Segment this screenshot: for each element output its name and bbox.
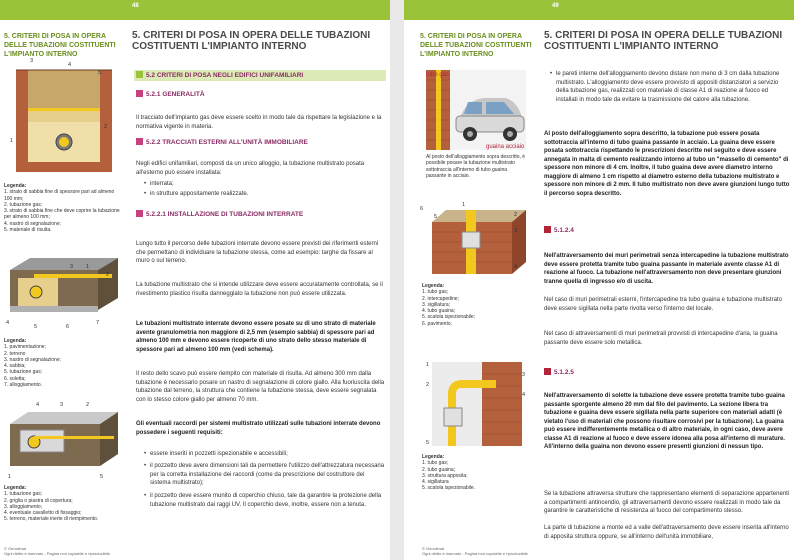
- fig4-label: 1: [462, 202, 466, 208]
- left-page: [0, 0, 390, 560]
- legend-2-item: 1. pavimentazione;: [4, 344, 46, 351]
- housing-figure: [4, 406, 124, 482]
- legend-4-item: 6. pavimento.: [422, 320, 453, 327]
- tag-steel-sleeve: guaina acciaio: [486, 144, 525, 150]
- fig4-label: 5: [434, 214, 438, 220]
- paragraph: La parte di tubazione a monte ed a valle dell'attraversamento deve essere inserita all'interno di apposita struttura oppure, se all'interno dell'unità immobiliare,: [544, 525, 789, 540]
- footer-rights: Ogni diritto è riservato - Pagina non copiabile e riproducibile: [422, 551, 528, 556]
- legend-3-item: 1. tubazione gas;: [4, 491, 43, 498]
- fig1-label-5: 5: [98, 70, 102, 76]
- legend-5-item: 3. struttura apposita;: [422, 472, 468, 479]
- garage-wall-figure: [426, 66, 526, 154]
- section-5-2-1-heading: 5.2.1 GENERALITÀ: [136, 90, 205, 99]
- fig3-label: 5: [100, 474, 104, 480]
- fig2-label: 5: [34, 324, 38, 330]
- legend-5-item: 2. tubo guaina;: [422, 466, 456, 473]
- bullet-item: • in strutture appositamente realizzate.: [150, 190, 380, 199]
- legend-4: [422, 283, 532, 327]
- paragraph: Nell'attraversamento di solette la tubazione deve essere protetta tramite tubo guaina passante sporgente almeno 20 mm dal filo del pavimento. La sezione libera tra tubazione e guaina deve essere sigillata nella parte superiore con materiali adatti (è vietato l'uso di materiali che possono risultare corrosivi per la tubazione). La guaina può essere indifferentemente metallica o di altro materiale, in ogni caso, deve avere classe A1 di reazione al fuoco e deve essere idonea alla posa all'interno di murature. All'interno della guaina non devono essere presenti giunzioni di nessun tipo.: [544, 393, 785, 450]
- legend-3-item: 2. griglia o piastra di copertura;: [4, 497, 73, 504]
- footer-rights: Ogni diritto è riservato - Pagina non copiabile e riproducibile: [4, 551, 110, 556]
- fig5-label: 4: [522, 392, 526, 398]
- trench-section-figure: [4, 62, 122, 182]
- section-marker-icon: [136, 71, 143, 78]
- paved-section-figure: [4, 250, 124, 325]
- fig4-label: 4: [514, 264, 518, 270]
- fig5-label: 1: [426, 362, 430, 368]
- bullet-item: • il pozzetto deve essere munito di coperchio chiuso, tale da garantire la protezione della tubazione multistrato dai raggi UV. Il coperchio deve, inoltre, essere non a tenuta.: [150, 492, 386, 509]
- page-number: 48: [132, 3, 139, 9]
- fig2-label: 6: [66, 324, 70, 330]
- footer: [4, 546, 110, 556]
- legend-2-item: 4. sabbia;: [4, 363, 26, 370]
- fig3-label: 3: [60, 402, 64, 408]
- fig2-label: 2: [106, 272, 110, 278]
- legend-5-item: 4. sigillatura: [422, 479, 449, 486]
- paragraph: Se la tubazione attraversa strutture che rappresentano elementi di separazione appartenenti a compartimenti antincendio, gli attraversamenti devono essere realizzati in modo tale da garantire le caratteristiche di resistenza al fuoco del compartimento stesso.: [544, 491, 790, 514]
- fig3-label: 1: [8, 474, 12, 480]
- paragraph: Il resto dello scavo può essere riempito con materiale di risulta. Ad almeno 300 mm dalla tubazione è necessario posare un nastro di segnalazione di colore giallo. Alla fuoriuscita della tubazione dal terreno, la struttura che contiene la tubazione stessa, deve essere segnalata con lo stesso colore giallo per almeno 70 mm.: [136, 371, 385, 403]
- fig4-label: 6: [420, 206, 424, 212]
- footer-copyright: © Geoclimat: [422, 546, 445, 551]
- legend-5-item: 1. tubo gas;: [422, 460, 449, 467]
- legend-1-item: 2. tubazione gas;: [4, 201, 43, 208]
- fig1-label-4: 4: [68, 62, 72, 68]
- tag-gas-pipe: tubo gas: [426, 72, 450, 78]
- page-gutter: [390, 0, 404, 560]
- legend-4-item: 1. tubo gas;: [422, 289, 449, 296]
- fig1-label-3: 3: [30, 58, 34, 64]
- section-marker-icon: [136, 90, 143, 97]
- legend-4-item: 2. intercapedine;: [422, 295, 459, 302]
- legend-1-item: 3. strato di sabbia fine che deve coprire la tubazione per almeno 100 mm;: [4, 208, 120, 221]
- legend-1-item: 5. materiale di risulta.: [4, 227, 52, 234]
- top-bar: [0, 0, 390, 20]
- paragraph: Al posto dell'alloggiamento sopra descritto, la tubazione può essere posata sottotraccia all'interno di tubo guaina passante in acciaio. La guaina deve essere posata sottotraccia rispettando le prescrizioni descritte nel seguito e deve essere annegata in malta di cemento realizzando intorno al tubo un "massello di cemento" di spessore non minore di 4 cm. Inoltre, il tubo guaina deve avere diametro interno maggiore di almeno 1 cm rispetto al diametro esterno della tubazione multistrato e spessore non minore di 2 mm. Il tubo multistrato non deve avere giunzioni lungo tutto il percorso sopra descritto.: [544, 131, 790, 197]
- legend-5-item: 5. scatola ispezionabile.: [422, 485, 476, 492]
- section-marker-icon: [544, 368, 551, 375]
- section-5-2-2-heading: 5.2.2 TRACCIATI ESTERNI ALL'UNITÀ IMMOBILIARE: [136, 138, 308, 147]
- legend-4-item: 4. tubo guaina;: [422, 308, 456, 315]
- legend-2-title: Legenda:: [4, 338, 27, 344]
- legend-3-title: Legenda:: [4, 485, 27, 491]
- fig5-label: 2: [426, 382, 430, 388]
- section-5-1-2-4-heading: 5.1.2.4: [544, 226, 574, 235]
- legend-1-item: 4. nastro di segnalazione;: [4, 220, 61, 227]
- section-marker-icon: [136, 210, 143, 217]
- footer-copyright: © Geoclimat: [4, 546, 27, 551]
- paragraph: Il tracciato dell'impianto gas deve essere scelto in modo tale da rispettare la legislazione e la normativa vigente in materia.: [136, 115, 382, 130]
- legend-3-item: 4. eventuale cavalletto di fissaggio;: [4, 510, 82, 517]
- legend-1: [4, 183, 124, 233]
- side-heading: 5. CRITERI DI POSA IN OPERA DELLE TUBAZIONI COSTITUENTI L'IMPIANTO INTERNO: [420, 33, 532, 58]
- legend-3-item: 3. alloggiamento;: [4, 503, 43, 510]
- fig2-label: 7: [96, 320, 100, 326]
- fig4-label: 2: [514, 212, 518, 218]
- legend-3-item: 5. terreno, materiale inerte di riempimento.: [4, 516, 99, 523]
- legend-4-item: 3. sigillatura;: [422, 301, 451, 308]
- section-5-1-2-5-heading: 5.1.2.5: [544, 368, 574, 377]
- legend-5-title: Legenda:: [422, 454, 445, 460]
- fig2-label: 3: [70, 264, 74, 270]
- fig5-label: 3: [522, 372, 526, 378]
- legend-2-item: 7. alloggiamento.: [4, 382, 43, 389]
- legend-3: [4, 485, 130, 523]
- paragraph: La tubazione multistrato che si intende utilizzare deve essere accuratamente controllata, se il rivestimento plastico risulta danneggiato la tubazione non può essere utilizzata.: [136, 282, 383, 297]
- legend-2-item: 6. soletta;: [4, 375, 26, 382]
- section-5-2-heading: 5.2 CRITERI DI POSA NEGLI EDIFICI UNIFAMILIARI: [136, 71, 386, 80]
- legend-4-title: Legenda:: [422, 283, 445, 289]
- legend-2-item: 3. nastro di segnalazione;: [4, 356, 61, 363]
- fig1-label-2: 2: [104, 124, 108, 130]
- legend-2: [4, 338, 124, 388]
- paragraph: Gli eventuali raccordi per sistemi multistrato utilizzati sulle tubazioni interrate devono possedere i seguenti requisiti:: [136, 421, 381, 436]
- fig5-label: 5: [426, 440, 430, 446]
- section-5-2-2-1-heading: 5.2.2.1 INSTALLAZIONE DI TUBAZIONI INTERRATE: [136, 210, 303, 219]
- footer: [422, 546, 528, 556]
- fig2-label: 1: [86, 264, 90, 270]
- right-page: [404, 0, 794, 560]
- paragraph: Negli edifici unifamiliari, composti da un unico alloggio, la tubazione multistrato posata all'esterno può essere installata:: [136, 161, 365, 176]
- legend-2-item: 2. terreno: [4, 350, 26, 357]
- bullet-item: • interrata;: [150, 180, 380, 189]
- paragraph: Lungo tutto il percorso delle tubazioni interrate devono essere previsti dei riferimenti esterni che permettano di individuare la tubazione stessa, come ad esempio: targhe da fissare al muro o sul terreno.: [136, 241, 379, 264]
- side-heading: 5. CRITERI DI POSA IN OPERA DELLE TUBAZIONI COSTITUENTI L'IMPIANTO INTERNO: [4, 33, 116, 58]
- section-marker-icon: [544, 226, 551, 233]
- fig1-label-1: 1: [10, 138, 14, 144]
- figure-caption: Al posto dell'alloggiamento sopra descritto, è possibile posare la tubazione multistrato sottotraccia all'interno di tubo guaina passante in acciaio.: [426, 154, 526, 179]
- apposite-structure-figure: [422, 356, 532, 452]
- paragraph: Nell'attraversamento dei muri perimetrali senza intercapedine la tubazione multistrato deve essere protetta tramite tubo guaina passante in materiale avente classe A1 di reazione al fuoco. La tubazione nell'attraversamento non deve presentare giunzioni tranne quella di ingresso e/o di uscita.: [544, 253, 789, 285]
- fig3-label: 2: [86, 402, 90, 408]
- bullet-item: • il pozzetto deve avere dimensioni tali da permettere l'utilizzo dell'attrezzatura necessaria per la corretta installazione dei raccordi (come da prescrizione del costruttore del sistema multistrato);: [150, 462, 386, 488]
- paragraph: Nel caso di muri perimetrali esterni, l'intercapedine tra tubo guaina e tubazione multistrato deve essere sigillata nella parte rivolta verso l'interno del locale.: [544, 297, 782, 312]
- section-marker-icon: [136, 138, 143, 145]
- fig2-label: 4: [6, 320, 10, 326]
- main-heading: 5. CRITERI DI POSA IN OPERA DELLE TUBAZIONI COSTITUENTI L'IMPIANTO INTERNO: [132, 30, 371, 52]
- legend-5: [422, 454, 532, 492]
- legend-1-item: 1. strato di sabbia fine di spessore pari ad almeno 100 mm;: [4, 189, 115, 202]
- paragraph: Le tubazioni multistrato interrate devono essere posate su di uno strato di materiale avente granulometria non maggiore di 2,5 mm (esempio sabbia) di spessore pari ad almeno 100 mm e devono essere ricoperte di uno strato dello stesso materiale di spessore pari ad almeno 100 mm (vedi schema).: [136, 321, 376, 353]
- paragraph: Nel caso di attraversamenti di muri perimetrali provvisti di intercapedine d'aria, la guaina passante deve essere solo metallica.: [544, 331, 778, 346]
- legend-1-title: Legenda:: [4, 183, 27, 189]
- bullet-item: • le pareti interne dell'alloggiamento devono distare non meno di 3 cm dalla tubazione multistrato. L'alloggiamento deve essere provvisto di appositi distanziatori a servizio della tubazione gas, realizzati con materiale di classe A1 di reazione al fuoco ed installati in modo tale da evitare la trasmissione del calore alla tubazione.: [556, 70, 790, 104]
- bullet-item: • essere inseriti in pozzetti ispezionabile e accessibili;: [150, 450, 386, 459]
- main-heading: 5. CRITERI DI POSA IN OPERA DELLE TUBAZIONI COSTITUENTI L'IMPIANTO INTERNO: [544, 30, 783, 52]
- legend-2-item: 5. tubazione gas;: [4, 369, 43, 376]
- fig3-label: 4: [36, 402, 40, 408]
- top-bar: [404, 0, 794, 20]
- legend-4-item: 5. scatola ispezionabile;: [422, 314, 476, 321]
- page-number: 49: [552, 3, 559, 9]
- fig4-label: 3: [514, 228, 518, 234]
